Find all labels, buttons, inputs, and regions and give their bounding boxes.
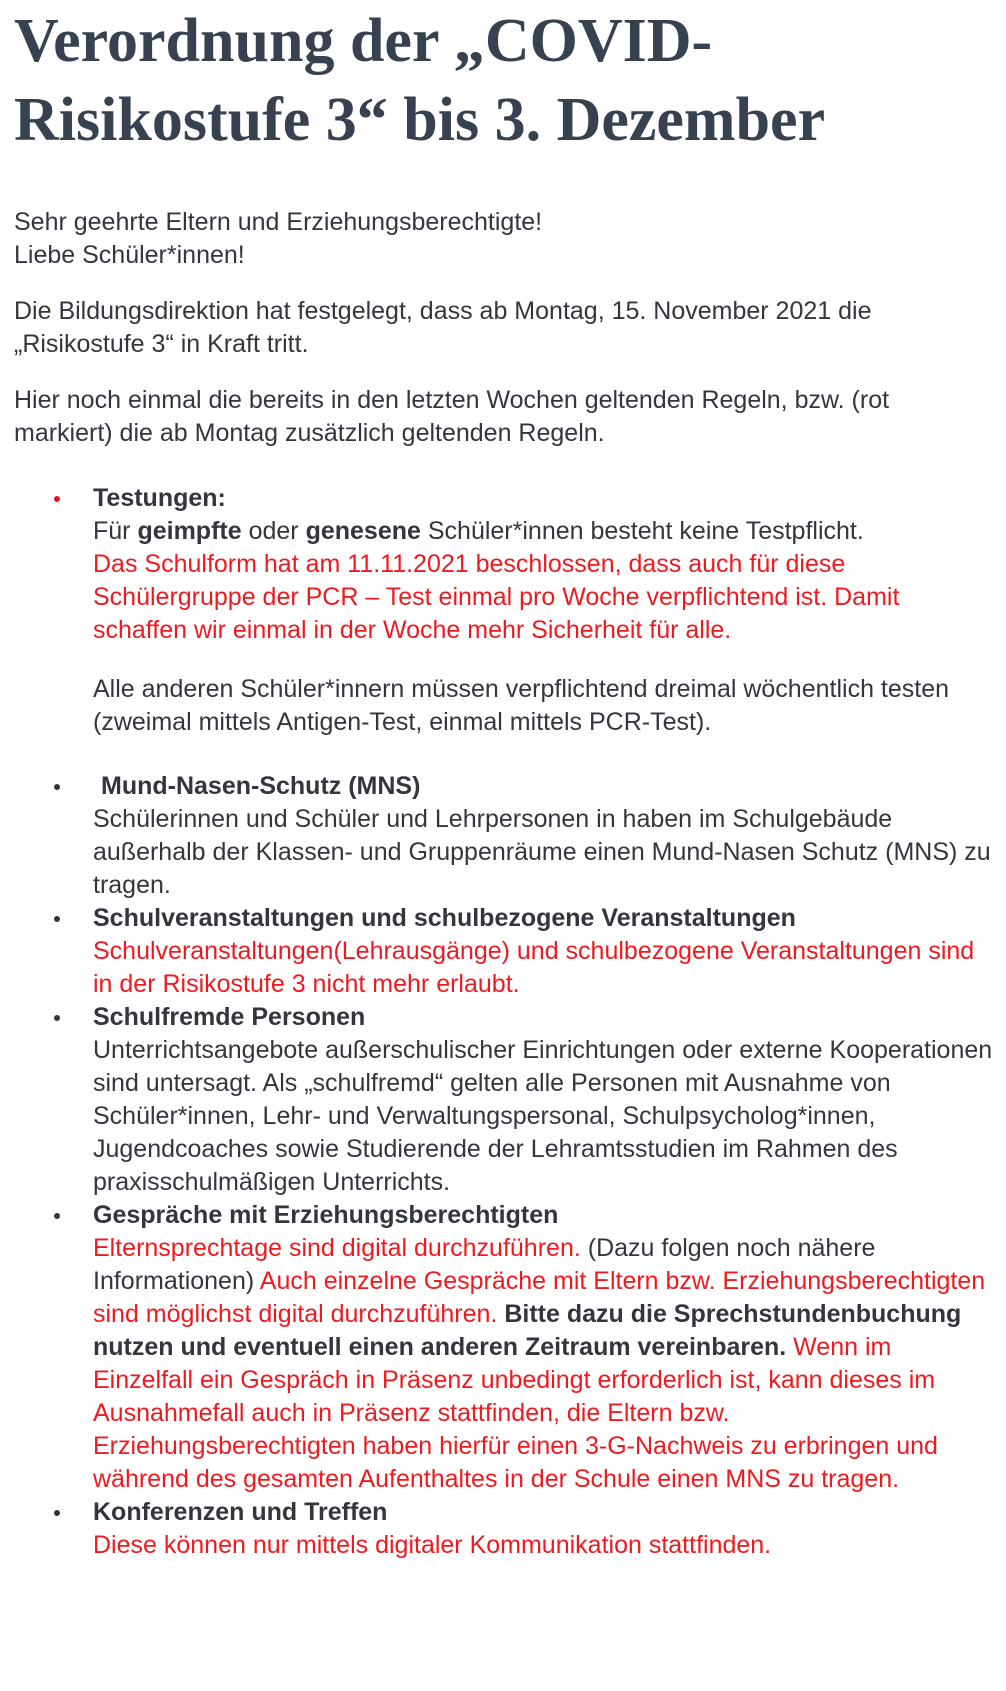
intro-section (14, 206, 994, 473)
rule-mns (0, 770, 993, 902)
rules-list (0, 482, 1006, 1562)
rule-heading: Konferenzen und Treffen (93, 1498, 388, 1526)
greeting (14, 206, 994, 272)
bullet-icon (54, 496, 60, 502)
bullet-icon (54, 1510, 60, 1516)
text-run: Schüler*innen besteht keine Testpflicht. (420, 517, 864, 545)
rule-gespraeche (0, 1199, 993, 1496)
rule-heading: Mund-Nasen-Schutz (MNS) (101, 772, 421, 800)
intro-paragraph-2: Hier noch einmal die bereits in den letzten Wochen geltenden Regeln, bzw. (rot markiert) die ab Montag zusätzlich geltenden Regeln. (14, 386, 890, 447)
rule-testungen (0, 482, 993, 739)
rule-text: Alle anderen Schüler*innern müssen verpflichtend dreimal wöchentlich testen (zweimal mittels Antigen-Test, einmal mittels PCR-Test). (93, 675, 950, 736)
text-red: Elternsprechtage sind digital durchzuführen. (93, 1234, 581, 1262)
text-red: Auch einzelne Gespräche mit Eltern bzw. Erziehungsberechtigten sind möglichst digital durchzuführen. (93, 1267, 986, 1328)
intro-paragraph-1: Die Bildungsdirektion hat festgelegt, dass ab Montag, 15. November 2021 die „Risikostufe 3“ in Kraft tritt. (14, 297, 872, 358)
bullet-icon (54, 1015, 60, 1021)
text-bold: geimpfte (137, 517, 242, 545)
rule-veranstaltungen (0, 902, 993, 1001)
text-bold: genesene (305, 517, 421, 545)
rule-text (93, 1232, 993, 1496)
rule-konferenzen (0, 1496, 993, 1562)
rule-heading: Schulveranstaltungen und schulbezogene Veranstaltungen (93, 904, 796, 932)
greeting-parents: Sehr geehrte Eltern und Erziehungsberechtigte! (14, 208, 543, 236)
rule-text: Schülerinnen und Schüler und Lehrpersonen in haben im Schulgebäude außerhalb der Klassen- und Gruppenräume einen Mund-Nasen Schutz (MNS) zu tragen. (93, 805, 991, 899)
rule-text: Unterrichtsangebote außerschulischer Einrichtungen oder externe Kooperationen sind untersagt. Als „schulfremd“ gelten alle Personen mit Ausnahme von Schüler*innen, Lehr- und Verwaltungspersonal, Schulpsycholog*innen, Jugendcoaches sowie Studierende der Lehramtsstudien im Rahmen des praxisschulmäßigen Unterrichts. (93, 1036, 993, 1196)
greeting-students: Liebe Schüler*innen! (14, 241, 245, 269)
rule-text-new: Schulveranstaltungen(Lehrausgänge) und schulbezogene Veranstaltungen sind in der Risikostufe 3 nicht mehr erlaubt. (93, 937, 975, 998)
text-bold: Bitte dazu die Sprechstundenbuchung nutzen und eventuell einen anderen Zeitraum vereinbaren. (93, 1300, 962, 1361)
rule-heading: Testungen: (93, 484, 226, 512)
rule-text-new: Diese können nur mittels digitaler Kommunikation stattfinden. (93, 1531, 772, 1559)
rule-text (93, 515, 993, 548)
rule-heading: Gespräche mit Erziehungsberechtigten (93, 1201, 559, 1229)
rule-text-new: Das Schulform hat am 11.11.2021 beschlossen, dass auch für diese Schülergruppe der PCR – Test einmal pro Woche verpflichtend ist. Damit schaffen wir einmal in der Woche mehr Sicherheit für alle. (93, 550, 900, 644)
bullet-icon (54, 784, 60, 790)
text-run: Für (93, 517, 138, 545)
rule-heading: Schulfremde Personen (93, 1003, 366, 1031)
bullet-icon (54, 1213, 60, 1219)
text-red: Wenn im Einzelfall ein Gespräch in Präsenz unbedingt erforderlich ist, kann dieses im Ausnahmefall auch in Präsenz stattfinden, die Eltern bzw. Erziehungsberechtigten haben hierfür einen 3-G-Nachweis zu erbringen und während des gesamten Aufenthaltes in der Schule einen MNS zu tragen. (93, 1333, 938, 1493)
text-run: (Dazu folgen noch nähere Informationen) (93, 1234, 876, 1295)
rule-schulfremde (0, 1001, 993, 1199)
bullet-icon (54, 916, 60, 922)
text-run: oder (241, 517, 306, 545)
page-title: Verordnung der „COVID-Risikostufe 3“ bis 3. Dezember (14, 7, 826, 154)
spacer (93, 647, 993, 673)
